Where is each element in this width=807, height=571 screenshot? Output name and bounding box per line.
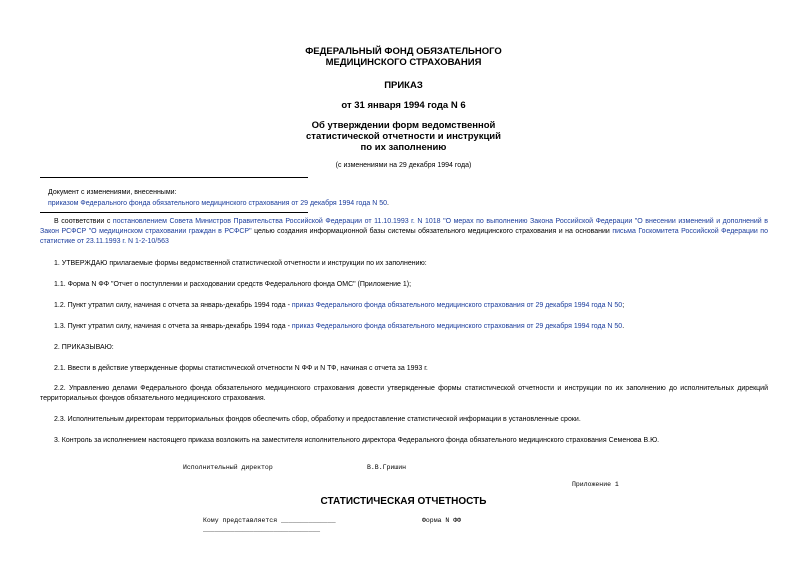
item-1-3 (40, 322, 768, 332)
divider-top (40, 177, 308, 178)
preamble (40, 217, 768, 247)
item-1: 1. УТВЕРЖДАЮ прилагаемые формы ведомственной статистической отчетности и инструкции по их заполнению: (54, 260, 427, 267)
item-1-2-end: ; (622, 302, 625, 309)
signature-role: Исполнительный директор (183, 464, 273, 471)
recipient-underline: ______________________________ (203, 526, 321, 533)
doc-title (0, 120, 807, 153)
item-1-2-text: 1.2. Пункт утратил силу, начиная с отчета за январь-декабрь 1994 года - (54, 302, 292, 309)
preamble-text-1: В соответствии с (54, 218, 113, 225)
organization-name (0, 46, 807, 68)
doc-date-number: от 31 января 1994 года N 6 (341, 100, 466, 111)
appendix-label: Приложение 1 (572, 481, 619, 488)
preamble-link-letter[interactable]: письма Госкомитета Российской Федерации по статистике от 23.11.1993 г. N 1-2-10/563 (40, 228, 768, 245)
item-2-1: 2.1. Ввести в действие утвержденные формы статистической отчетности N ФФ и N ТФ, начиная с отчета за 1993 г. (54, 365, 428, 372)
item-2: 2. ПРИКАЗЫВАЮ: (54, 344, 114, 351)
item-1-2-link[interactable]: приказ Федерального фонда обязательного медицинского страхования от 29 декабря 1994 года N 50 (291, 302, 623, 309)
changes-box (48, 188, 776, 209)
recipient-label: Кому представляется ______________ (203, 517, 336, 524)
amendment-note: (с изменениями на 29 декабря 1994 года) (335, 162, 472, 169)
changes-link-suffix: . (387, 200, 389, 207)
item-2-3: 2.3. Исполнительным директорам территориальных фондов обеспечить сбор, обработку и предоставление статистической информации в установленные сроки. (54, 416, 581, 423)
signature-name: В.В.Гришин (367, 464, 407, 471)
divider-bottom (40, 212, 308, 213)
changes-label: Документ с изменениями, внесенными: (48, 189, 177, 196)
doc-title-line-2: статистической отчетности и инструкций (306, 131, 501, 142)
item-1-3-end: . (622, 323, 625, 330)
preamble-text-2: целью создания информационной базы системы обязательного медицинского страхования и на основании (251, 228, 613, 235)
org-line-1: ФЕДЕРАЛЬНЫЙ ФОНД ОБЯЗАТЕЛЬНОГО (305, 46, 502, 57)
org-line-2: МЕДИЦИНСКОГО СТРАХОВАНИЯ (325, 57, 482, 68)
doc-title-line-1: Об утверждении форм ведомственной (311, 120, 496, 131)
preamble-link-decree[interactable]: постановлением Совета Министров Правительства Российской Федерации от 11.10.1993 г. N 1018 "О мерах по выполнению Закона Российской Федерации "О внесении изменений и дополнений в Закон РСФСР "О медицинском страховании граждан в РСФСР" (40, 218, 768, 235)
item-1-3-link[interactable]: приказ Федерального фонда обязательного медицинского страхования от 29 декабря 1994 года N 50 (291, 323, 623, 330)
appendix-heading: СТАТИСТИЧЕСКАЯ ОТЧЕТНОСТЬ (320, 496, 487, 507)
item-2-2: 2.2. Управлению делами Федерального фонда обязательного медицинского страхования довести утвержденные формы статистической отчетности и инструкции по их заполнению до исполнительных дирекций территориальных фондов обязательного медицинского страхования. (40, 385, 768, 402)
doc-type: ПРИКАЗ (384, 80, 423, 91)
changes-link[interactable]: приказом Федерального фонда обязательного медицинского страхования от 29 декабря 1994 года N 50 (48, 200, 387, 207)
doc-title-line-3: по их заполнению (360, 142, 447, 153)
form-label: Форма N ФФ (422, 517, 462, 524)
item-3: 3. Контроль за исполнением настоящего приказа возложить на заместителя исполнительного директора Федерального фонда обязательного медицинского страхования Семенова В.Ю. (54, 437, 660, 444)
item-1-2 (40, 301, 768, 311)
item-1-1: 1.1. Форма N ФФ "Отчет о поступлении и расходовании средств Федерального фонда ОМС" (Приложение 1); (54, 281, 412, 288)
item-1-3-text: 1.3. Пункт утратил силу, начиная с отчета за январь-декабрь 1994 года - (54, 323, 292, 330)
